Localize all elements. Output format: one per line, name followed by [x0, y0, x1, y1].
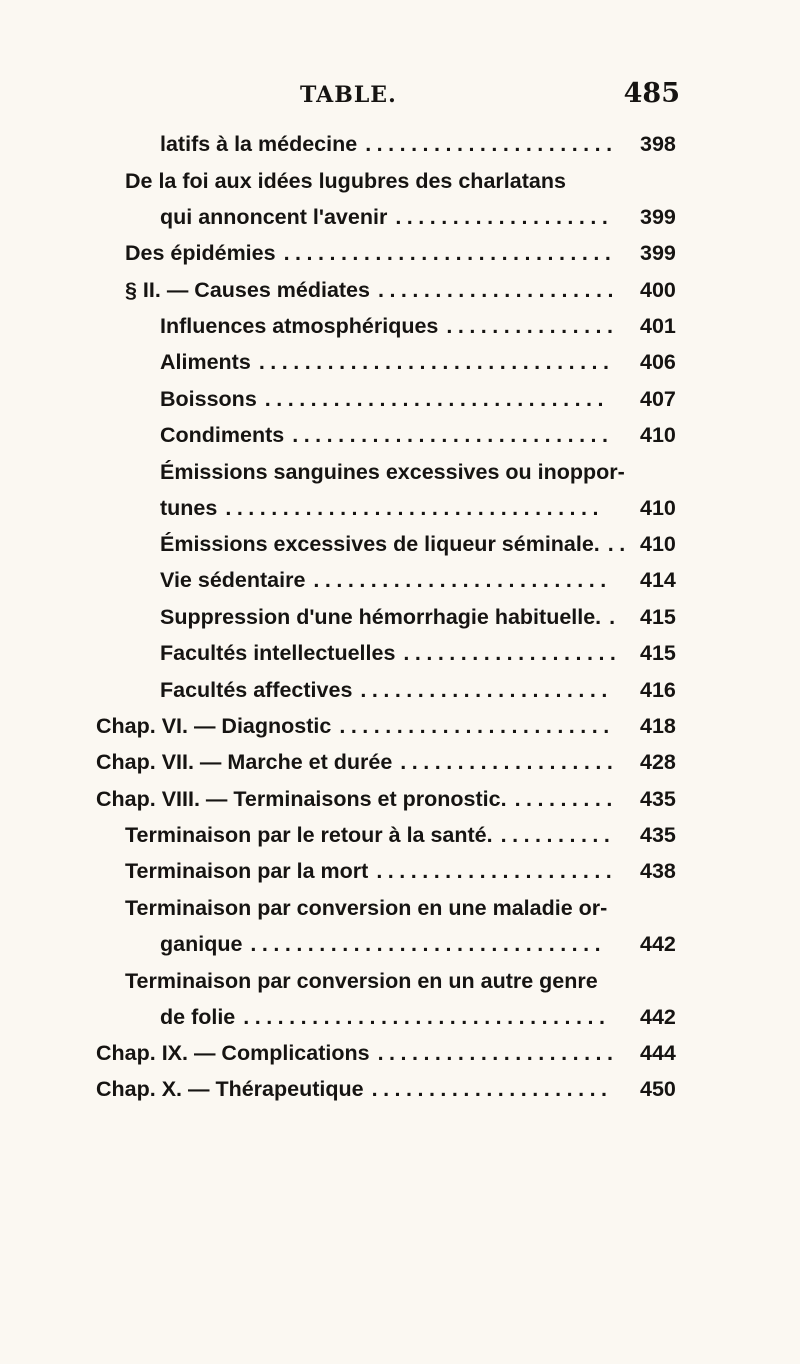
- running-title: TABLE.: [300, 82, 397, 108]
- toc-entry-page: 399: [640, 241, 676, 265]
- leader-dots: .................................: [225, 496, 604, 520]
- leader-dots: ..............................: [264, 387, 609, 411]
- toc-entry: [0, 999, 800, 1035]
- toc-entry: [0, 126, 800, 162]
- toc-entry: [0, 672, 800, 708]
- leader-dots: ..........: [500, 823, 616, 847]
- leader-dots: .....................: [371, 1077, 613, 1101]
- leader-dots: .: [609, 605, 621, 629]
- toc-entry-title: De la foi aux idées lugubres des charlatans: [125, 169, 566, 193]
- leader-dots: ..........................: [313, 568, 612, 592]
- toc-entry: [0, 781, 800, 817]
- toc-entry: [0, 635, 800, 671]
- toc-entry-title: Chap. IX. — Complications: [96, 1041, 370, 1065]
- toc-entry-page: 398: [640, 132, 676, 156]
- toc-entry-page: 415: [640, 641, 676, 665]
- toc-entry-page: 410: [640, 423, 676, 447]
- leader-dots: ..: [607, 532, 631, 556]
- toc-entry-title: de folie: [160, 1005, 236, 1029]
- running-header: [300, 78, 680, 122]
- leader-dots: .....................: [377, 1041, 619, 1065]
- toc-entry: [0, 454, 800, 490]
- toc-entry-title: qui annoncent l'avenir: [160, 205, 388, 229]
- toc-entry-page: 428: [640, 750, 676, 774]
- leader-dots: ................................: [243, 1005, 611, 1029]
- leader-dots: ......................: [360, 678, 613, 702]
- toc-entry-title: Chap. VI. — Diagnostic: [96, 714, 332, 738]
- toc-entry-title: Émissions sanguines excessives ou inoppor-: [160, 460, 625, 484]
- toc-entry: [0, 235, 800, 271]
- toc-entry-page: 435: [640, 787, 676, 811]
- toc-entry-title: Facultés intellectuelles: [160, 641, 396, 665]
- toc-entry-page: 450: [640, 1077, 676, 1101]
- toc-entry: [0, 417, 800, 453]
- toc-entry: [0, 562, 800, 598]
- leader-dots: ...............................: [250, 932, 607, 956]
- toc-entry-page: 401: [640, 314, 676, 338]
- leader-dots: ...................: [395, 205, 614, 229]
- leader-dots: .....................: [377, 278, 619, 302]
- toc-entry-title: Boissons: [160, 387, 257, 411]
- toc-entry-title: latifs à la médecine: [160, 132, 358, 156]
- leader-dots: ...................: [400, 750, 619, 774]
- leader-dots: ...................: [403, 641, 622, 665]
- toc-entry: [0, 890, 800, 926]
- toc-entry: [0, 344, 800, 380]
- toc-entry-title: Chap. VIII. — Terminaisons et pronostic.: [96, 787, 507, 811]
- toc-entry-title: Émissions excessives de liqueur séminale.: [160, 532, 600, 556]
- toc-entry: [0, 163, 800, 199]
- toc-entry-title: tunes: [160, 496, 218, 520]
- toc-entry-page: 407: [640, 387, 676, 411]
- toc-entry: [0, 599, 800, 635]
- toc-entry-title: Chap. X. — Thérapeutique: [96, 1077, 364, 1101]
- leader-dots: .............................: [283, 241, 617, 265]
- toc-entry-page: 416: [640, 678, 676, 702]
- toc-entry-title: Chap. VII. — Marche et durée: [96, 750, 393, 774]
- leader-dots: ...............: [446, 314, 619, 338]
- leader-dots: .....................: [376, 859, 618, 883]
- toc-entry-page: 400: [640, 278, 676, 302]
- toc-entry-title: Terminaison par le retour à la santé.: [125, 823, 493, 847]
- toc-entry: [0, 708, 800, 744]
- toc-entry: [0, 1071, 800, 1107]
- page-number: 485: [623, 78, 680, 109]
- toc-entry-page: 442: [640, 1005, 676, 1029]
- toc-entry: [0, 926, 800, 962]
- toc-entry: [0, 1035, 800, 1071]
- toc-entry: [0, 381, 800, 417]
- toc-entry: [0, 526, 800, 562]
- toc-entry-title: Terminaison par conversion en un autre genre: [125, 969, 598, 993]
- toc-entry-page: 406: [640, 350, 676, 374]
- leader-dots: ......................: [365, 132, 618, 156]
- toc-entry-title: Influences atmosphériques: [160, 314, 439, 338]
- toc-entry-page: 410: [640, 496, 676, 520]
- toc-entry-page: 414: [640, 568, 676, 592]
- toc-entry-page: 442: [640, 932, 676, 956]
- toc-entry: [0, 199, 800, 235]
- leader-dots: ........................: [339, 714, 615, 738]
- leader-dots: .........: [514, 787, 618, 811]
- toc-entry-title: § II. — Causes médiates: [125, 278, 370, 302]
- toc-entry: [0, 272, 800, 308]
- toc-entry-title: Terminaison par conversion en une maladie or-: [125, 896, 608, 920]
- toc-entry-title: Vie sédentaire: [160, 568, 306, 592]
- toc-entry-page: 410: [640, 532, 676, 556]
- toc-entry-title: Terminaison par la mort: [125, 859, 369, 883]
- toc-entry-page: 418: [640, 714, 676, 738]
- toc-entry-title: Des épidémies: [125, 241, 276, 265]
- toc-entry-page: 435: [640, 823, 676, 847]
- toc-entry-page: 399: [640, 205, 676, 229]
- toc-entry-page: 415: [640, 605, 676, 629]
- toc-entry-title: Facultés affectives: [160, 678, 353, 702]
- toc-entry: [0, 853, 800, 889]
- toc-entry-title: Condiments: [160, 423, 285, 447]
- toc-entry: [0, 817, 800, 853]
- leader-dots: ...............................: [258, 350, 615, 374]
- toc-entry-page: 444: [640, 1041, 676, 1065]
- toc-entry: [0, 963, 800, 999]
- toc-entry-title: Aliments: [160, 350, 251, 374]
- toc-entry-title: Suppression d'une hémorrhagie habituelle.: [160, 605, 602, 629]
- leader-dots: ............................: [292, 423, 614, 447]
- toc-entry-title: ganique: [160, 932, 243, 956]
- toc-entry: [0, 490, 800, 526]
- toc-entry: [0, 744, 800, 780]
- toc-entry: [0, 308, 800, 344]
- toc-entry-page: 438: [640, 859, 676, 883]
